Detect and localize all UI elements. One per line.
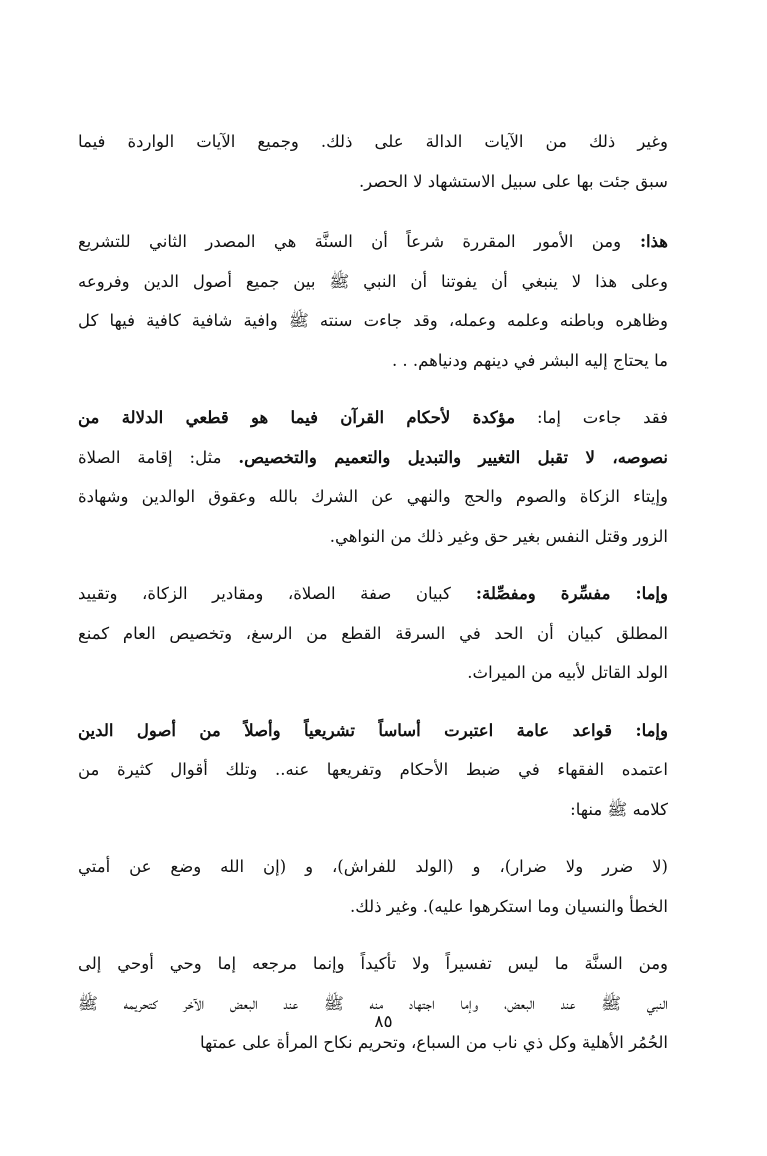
text-run: ما يحتاج إليه البشر في دينهم ودنياهم. . .	[391, 350, 668, 370]
text-run: الولد القاتل لأبيه من الميراث.	[467, 663, 668, 682]
text-line	[78, 122, 668, 162]
text-line	[78, 162, 668, 202]
text-run: النبي ﷺ عند البعض، وإما اجتهاد منه ﷺ عند البعض الآخر كتحريمه ﷺ	[78, 993, 668, 1013]
text-line	[78, 222, 668, 262]
text-run: ومن الأمور المقررة شرعاً أن السنَّة هي المصدر الثاني للتشريع	[78, 232, 622, 251]
paragraph	[78, 574, 668, 693]
paragraph	[78, 711, 668, 830]
text-line	[78, 341, 668, 381]
bold-text-run: نصوصه، لا تقبل التغيير والتبديل والتعميم والتخصيص.	[238, 447, 668, 467]
text-line	[78, 398, 668, 438]
text-run: وغير ذلك من الآيات الدالة على ذلك. وجميع الآيات الواردة فيما	[78, 132, 668, 151]
paragraph	[78, 398, 668, 556]
text-run: وإيتاء الزكاة والصوم والحج والنهي عن الشرك بالله وعقوق الوالدين وشهادة	[78, 487, 668, 506]
text-line	[78, 517, 668, 557]
text-run: اعتمده الفقهاء في ضبط الأحكام وتفريعها عنه.. وتلك أقوال كثيرة من	[78, 760, 668, 779]
text-run: (لا ضرر ولا ضرار)، و (الولد للفراش)، و (إن الله وضع عن أمتي	[78, 857, 668, 876]
text-line	[78, 262, 668, 302]
text-run: مثل: إقامة الصلاة	[78, 447, 239, 467]
text-run: ومن السنَّة ما ليس تفسيراً ولا تأكيداً وإنما مرجعه إما وحي أوحي إلى	[78, 954, 668, 973]
text-run: وظاهره وباطنه وعلمه وعمله، وقد جاءت سنته ﷺ وافية شافية كافية فيها كل	[78, 311, 668, 330]
text-line	[78, 653, 668, 693]
text-run: الخطأ والنسيان وما استكرهوا عليه). وغير ذلك.	[350, 896, 668, 916]
text-line	[78, 477, 668, 517]
text-line	[78, 790, 668, 830]
page-body-text	[78, 122, 668, 1081]
text-line	[78, 301, 668, 341]
paragraph	[78, 222, 668, 380]
text-line	[78, 750, 668, 790]
paragraph	[78, 122, 668, 201]
text-run: فقد جاءت إما:	[515, 408, 668, 427]
paragraph	[78, 847, 668, 926]
bold-text-run: مؤكدة لأحكام القرآن فيما هو قطعي الدلالة من	[78, 408, 516, 427]
text-line	[78, 574, 668, 614]
bold-text-run: وإما: مفسِّرة ومفصِّلة:	[450, 584, 668, 603]
text-line	[78, 711, 668, 751]
text-run: الحُمُر الأهلية وكل ذي ناب من السباع، وتحريم نكاح المرأة على عمتها	[199, 1033, 668, 1052]
text-line	[78, 614, 668, 654]
bold-text-run: هذا:	[621, 232, 668, 251]
text-run: كبيان صفة الصلاة، ومقادير الزكاة، وتقييد	[78, 584, 451, 603]
text-line	[78, 944, 668, 984]
text-run: سبق جئت بها على سبيل الاستشهاد لا الحصر.	[358, 171, 668, 191]
text-line	[78, 887, 668, 927]
text-run: المطلق كبيان أن الحد في السرقة القطع من الرسغ، وتخصيص العام كمنع	[78, 623, 668, 643]
text-run: كلامه ﷺ منها:	[570, 799, 668, 819]
text-line	[78, 438, 668, 478]
page-number: ٨٥	[374, 1012, 393, 1032]
text-line	[78, 847, 668, 887]
paragraph	[78, 944, 668, 1063]
text-run: وعلى هذا لا ينبغي أن يفوتنا أن النبي ﷺ بين جميع أصول الدين وفروعه	[78, 271, 668, 291]
bold-text-run: وإما: قواعد عامة اعتبرت أساساً تشريعياً وأصلاً من أصول الدين	[78, 720, 668, 740]
text-run: الزور وقتل النفس بغير حق وغير ذلك من النواهي.	[329, 526, 668, 546]
